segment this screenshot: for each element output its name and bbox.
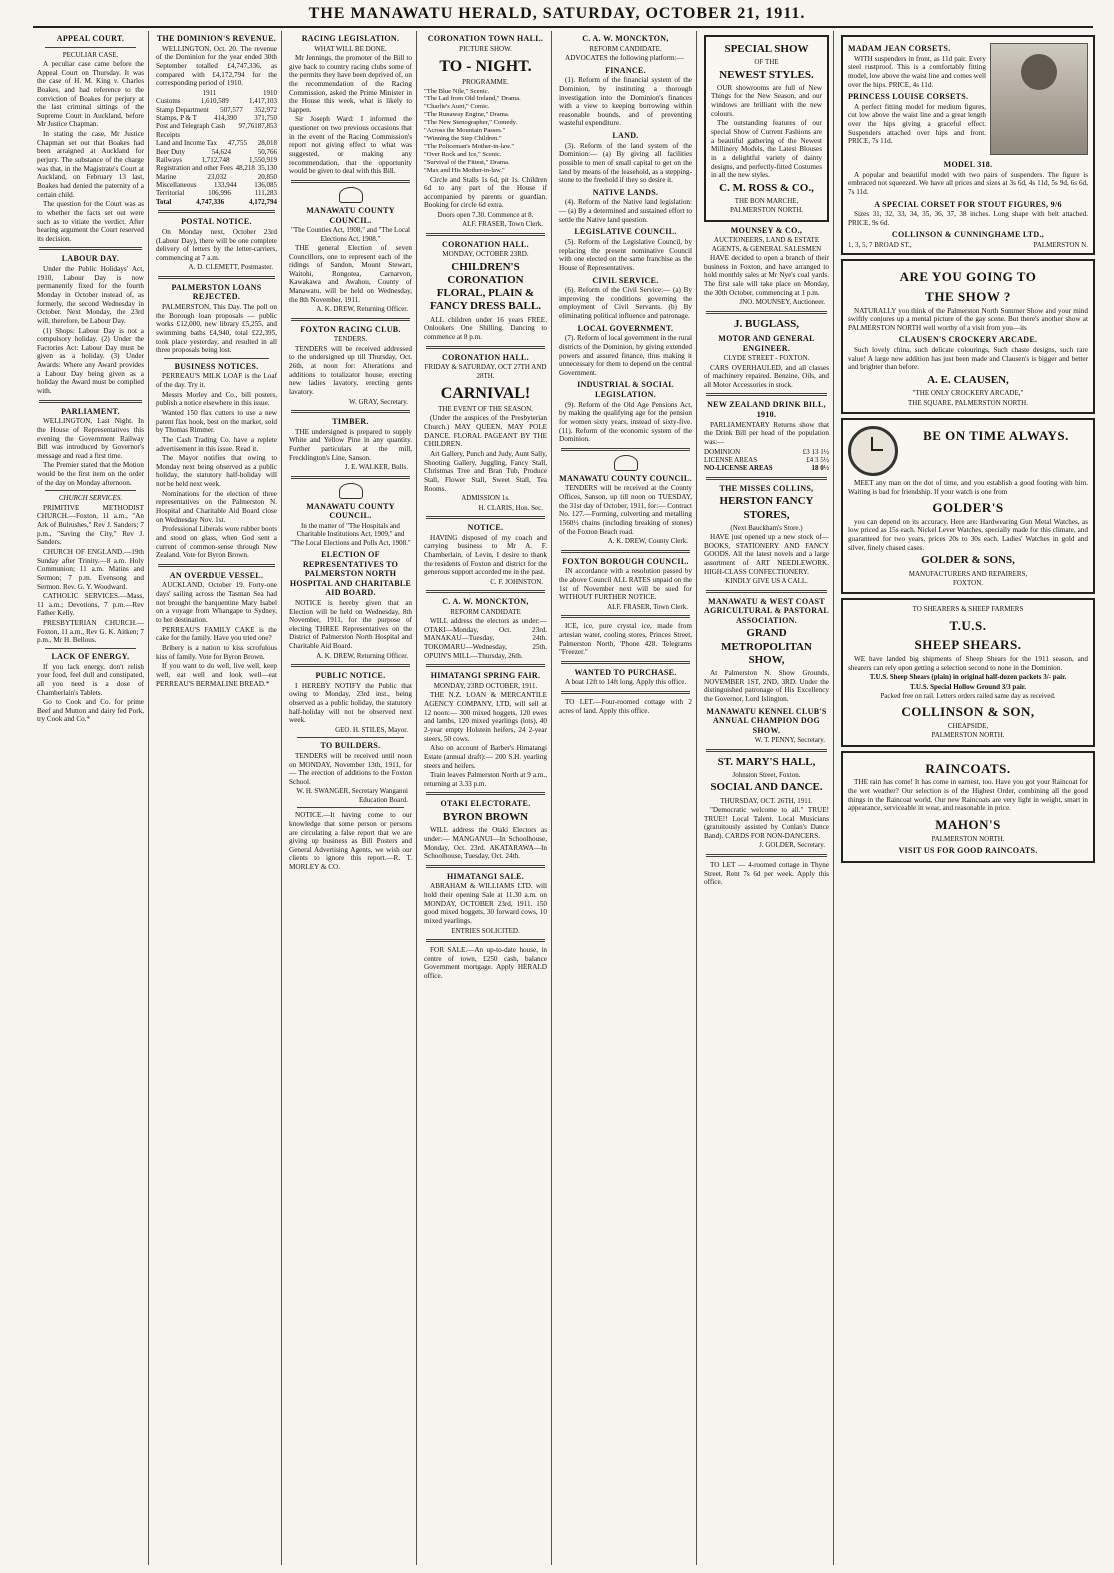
overdue-vessel-heading: AN OVERDUE VESSEL. (169, 570, 264, 580)
raincoats-advert (841, 751, 1095, 863)
collins-store: HERSTON FANCY STORES, (719, 495, 814, 521)
article-paragraph: TO LET — 4-roomed cottage in Thyne Street. Rent 7s 6d per week. Apply this office. (704, 860, 829, 887)
divider (39, 400, 142, 403)
platform-section-heading: LAND. (612, 131, 639, 141)
crest-icon (339, 187, 363, 203)
article-paragraph: HAVE just opened up a new stock of— BOOKS, STATIONERY AND FANCY GOODS. All the latest novels and a large assortment of ART NEEDLEWORK. HIGH-CLASS CONFECTIONERY. (704, 533, 829, 576)
table-row: Post and Telegraph Cash Receipts 97,761 87,853 (156, 122, 277, 139)
divider (561, 691, 690, 694)
article-paragraph: PRESBYTERIAN CHURCH.—Foxton, 11 a.m., Rev G. K. Aitken; 7 p.m., Mr H. Bellous. (37, 619, 144, 645)
article-paragraph: TENDERS will be received until noon on MONDAY, November 13th, 1911, for— The erection of additions to the Foxton School. (289, 751, 412, 786)
signature: J. GOLDER, Secretary. (759, 841, 825, 850)
collinson-son-street: CHEAPSIDE, (947, 722, 989, 730)
signature: A. K. DREW, Returning Officer. (316, 651, 408, 660)
article-paragraph: NATURALLY you think of the Palmerston North Summer Show and your mind swiftly conjures up a mental picture of the gay scene. But there's another show at PALMERSTON NORTH well worthy of a visit from you—its (848, 306, 1088, 332)
drink-bill-heading: NEW ZEALAND DRINK BILL, 1910. (707, 400, 826, 420)
princess-louise-heading: PRINCESS LOUISE CORSETS. (848, 92, 969, 102)
article-paragraph: (Under the auspices of the Presbyterian Church.) MAY QUEEN, MAY POLE DANCE. FLORAL PAGEANT BY THE CHILDREN. (424, 414, 547, 449)
article-paragraph: PALMERSTON, This Day. The poll on the Borough loan proposals — public works £12,000, new library £5,255, and swimming baths £4,940, total £22,395, took place yesterday, and resulted in all three proposals being lost. (156, 303, 277, 355)
picture-show-subheading: PICTURE SHOW. (459, 44, 512, 53)
article-paragraph: Messrs Morley and Co., bill posters, publish a notice elsewhere in this issue. (156, 390, 277, 408)
divider (706, 311, 827, 314)
collins-call: KINDLY GIVE US A CALL. (725, 577, 808, 586)
town-hall-heading: CORONATION TOWN HALL. (427, 34, 544, 43)
divider (291, 476, 410, 479)
list-item: "The Blue Nile," Scenic. (424, 87, 490, 95)
signature: GEO. H. STILES, Mayor. (335, 725, 408, 734)
divider (426, 664, 545, 667)
article-paragraph: If you lack energy, don't relish your food, feel dull and constipated, all you need is a dose of Chamberlain's Tablets. (37, 662, 144, 697)
mounsey-heading: MOUNSEY & CO., (730, 225, 803, 235)
table-row: Miscellaneous 133,944 136,085 (156, 181, 277, 190)
signature: ALF. FRASER, Town Clerk. (462, 220, 543, 229)
article-paragraph: The outstanding features of our special Show of Current Fashions are a beautiful gathering of the Newest Millinery Models, the Latest Blouses in a delightful variety of dainty designs, and perfectly-fitted Costumes in all the new styles. (711, 119, 822, 180)
article-paragraph: (6). Reform of the Civil Service:— (a) By improving the conditions governing the employment of Civil Servants. (b) By eliminating political influence and patronage. (559, 286, 692, 321)
collinson-cunninghame-name: COLLINSON & CUNNINGHAME LTD., (891, 230, 1045, 240)
stout-corset-heading: A SPECIAL CORSET FOR STOUT FIGURES, 9/6 (874, 199, 1062, 209)
article-paragraph: WELLINGTON, Last Night. In the House of Representatives this evening the Government Railway Bill was introduced by Governor's message and read a first time. (37, 417, 144, 460)
signature: W. H. SWANGER, Secretary Wanganui Education Board. (296, 787, 408, 804)
divider (297, 737, 404, 738)
doors-open: Doors open 7.30. Commence at 8. (437, 211, 534, 220)
moncton-heading: C. A. W. MONCKTON, (582, 34, 669, 43)
tonight-banner: TO - NIGHT. (439, 57, 532, 75)
list-item: "The Lad from Old Ireland," Drama. (424, 95, 521, 103)
racing-legislation-heading: RACING LEGISLATION. (301, 34, 400, 43)
divider (158, 564, 275, 567)
column-6 (700, 31, 834, 1565)
ross-advert (704, 35, 829, 222)
public-notice-heading: PUBLIC NOTICE. (315, 671, 386, 681)
column-4 (420, 31, 552, 1565)
article-paragraph: AUCKLAND, October 19. Forty-one days' sailing across the Tasman Sea had not brought the barquentine Mary Isabel on a voyage from Whangape to Sydney, to her destination. (156, 581, 277, 625)
article-paragraph: (4). Reform of the Native land legislation:— (a) By a determined and sustained effort to settle the Native land question. (559, 198, 692, 224)
article-paragraph: WILL address the electors as under:— OTAKI—Monday, Oct. 23rd. MANAKAU—Tuesday, 24th. TOKOMARU—Wednesday, 25th. OPUIN'S MILL—Thursday, 26th. (424, 617, 547, 660)
church-services-heading: CHURCH SERVICES. (58, 494, 123, 503)
collins-heading: THE MISSES COLLINS, (719, 483, 814, 493)
divider (158, 210, 275, 213)
divider (164, 358, 269, 359)
shearers-heading: TO SHEARERS & SHEEP FARMERS (912, 605, 1024, 614)
article-paragraph: A popular and beautiful model with two pairs of suspenders. The figure is embraced not squeezed. We have all prices and sizes at 3s 6d, 4s 11d, 5s 9d, 6s 6d, 7s 11d. (848, 170, 1088, 196)
event-date: MONDAY, OCTOBER 23RD. (442, 250, 529, 259)
article-paragraph: Under the Public Holidays' Act, 1910, Labour Day is now permanently fixed for the fourth Monday in October instead of, as formerly, the second Wednesday in October. Next Monday, the 23rd will, therefore, be Labour Day. (37, 265, 144, 325)
article-paragraph: FOR SALE.—An up-to-date house, in centre of town, £250 cash, balance Government mortgage. Apply HERALD office. (424, 945, 547, 980)
article-paragraph: WE have landed big shipments of Sheep Shears for the 1911 season, and shearers can rely upon getting a selection second to none in the Dominion. (848, 654, 1088, 672)
list-item: "Max and His Mother-in-law." (424, 166, 505, 174)
divider (45, 490, 136, 491)
reform-candidate-subheading: REFORM CANDIDATE. (589, 44, 662, 53)
model-heading: MODEL 318. (943, 160, 993, 169)
article-paragraph: On Monday next, October 23rd (Labour Day), there will be one complete delivery of letters by the letter-carriers, commencing at 7 a.m. (156, 227, 277, 262)
election-heading: ELECTION OF REPRESENTATIVES TO PALMERSTON NORTH HOSPITAL AND CHARITABLE AID BOARD. (289, 549, 412, 598)
divider (291, 410, 410, 413)
appeal-court-heading: APPEAL COURT. (56, 34, 125, 43)
divider (561, 661, 690, 664)
show-association-heading: MANAWATU & WEST COAST AGRICULTURAL & PASTORAL ASSOCIATION. (704, 596, 829, 625)
article-paragraph: If you want to do well, live well, keep well, eat well and look well—eat PERREAU'S BERMALINE BREAD.* (156, 662, 277, 688)
article-paragraph: TO LET.—Four-roomed cottage with 2 acres of land. Apply this office. (559, 698, 692, 715)
business-notices-heading: BUSINESS NOTICES. (174, 361, 259, 371)
buglass-address: CLYDE STREET - FOXTON. (723, 354, 810, 363)
buglass-heading: J. BUGLASS, (733, 317, 800, 330)
collinson-address: 1, 3, 5, 7 BROAD ST., PALMERSTON N. (848, 240, 1088, 249)
column-2 (152, 31, 282, 1565)
corsets-advert (841, 35, 1095, 255)
divider (291, 318, 410, 321)
article-paragraph: Such lovely china, such delicate colourings, Such chaste designs, such rare value! A large new addition has just been made and Clausen's is bigger and better and brighter than before. (848, 346, 1088, 372)
article-paragraph: (7). Reform of local government in the rural districts of the Dominion, by giving extended powers and assured finance, thus making it unnecessary for them to depend on the central Government. (559, 334, 692, 377)
article-paragraph: PERREAU'S FAMILY CAKE is the cake for the family. Have you tried one? (156, 625, 277, 643)
article-paragraph: you can depend on its accuracy. Here are: Hardwearing Gun Metal Watches, as low priced as 15s each. Nickel Lever Watches, specially made for this climate, and guaranteed for two years, prices 20s to 30s each. Ladies' Watches in gold and silver, finely chased cases. (848, 517, 1088, 552)
signature: A. K. DREW, Returning Officer. (316, 305, 408, 314)
corset-illustration (990, 43, 1088, 155)
list-item: "The New Stenographer," Comedy. (424, 119, 518, 127)
list-item: "Winning the Step Children." (424, 135, 502, 142)
article-paragraph: Art Gallery, Punch and Judy, Aunt Sally, Shooting Gallery, Juggling, Fancy Stall, Christmas Tree and Bran Tub, Produce Stall, Flower Stall, Sweet Stall, Tea Rooms. (424, 450, 547, 493)
article-paragraph: CATHOLIC SERVICES.—Mass, 11 a.m.; Devotions, 7 p.m.—Rev Father Kelly. (37, 592, 144, 618)
platform-section-heading: INDUSTRIAL & SOCIAL LEGISLATION. (577, 380, 674, 400)
mahons-name: MAHON'S (935, 816, 1001, 832)
list-item: "Charlie's Aunt," Comic. (424, 103, 490, 111)
otaki-electorate-heading: OTAKI ELECTORATE. (440, 799, 531, 809)
article-paragraph: A peculiar case came before the Appeal Court on Thursday. It was the case of H. M. King v. Charles Boakes, and had reference to the conviction of Boakes for perjury at the last criminal sittings of the Supreme Court in Auckland, before Mr Justice Chapman. (37, 59, 144, 129)
clausen-name: A. E. CLAUSEN, (927, 374, 1009, 386)
ross-heading-of: OF THE (754, 58, 779, 67)
article-paragraph: Mr Jennings, the promoter of the Bill to give back to country racing clubs some of the permits they have been deprived of, on the recommendation of the Racing Commission, asked the Prime Minister in the House this week, what is likely to happen. (289, 53, 412, 114)
article-paragraph: In stating the case, Mr Justice Chapman set out that Boakes had been arraigned at Auckland for perjury. The substance of the charge was that, in the Magistrate's Court at Auckland, on February 13 last, Boakes had denied the paternity of a certain child. (37, 130, 144, 199)
grand-show-title: GRAND METROPOLITAN SHOW, (721, 627, 812, 666)
collinson-son-place: PALMERSTON NORTH. (931, 731, 1005, 740)
platform-section-heading: FINANCE. (605, 65, 646, 75)
collinson-son-name: COLLINSON & SON, (901, 704, 1035, 720)
table-row: DOMINION £3 13 1½ (704, 447, 829, 456)
platform-section-heading: LEGISLATIVE COUNCIL. (574, 227, 677, 237)
table-row: LICENSE AREAS £4 3 5½ (704, 455, 829, 464)
shears-shipping: Packed free on rail. Letters orders railed same day as received. (880, 692, 1056, 701)
article-paragraph: The Premier stated that the Motion would be the first item on the order of the day on Monday afternoon. (37, 461, 144, 487)
appeal-court-subheading: PECULIAR CASE. (62, 50, 119, 59)
shears-price-plain: T.U.S. Sheep Shears (plain) in original half-dozen packets 3/- pair. (869, 673, 1067, 682)
article-paragraph: At Palmerston N. Show Grounds, NOVEMBER 1ST, 2ND, 3RD. Under the distinguished patronage of His Excellency the Governor, Lord Islington. (704, 669, 829, 703)
article-paragraph: TENDERS will be received addressed to the undersigned up till Thursday, Oct. 26th, at noon for: Alterations and additions to totalizator house, erecting new ladies lavatory, erecting gents lavatory. (289, 344, 412, 396)
crockery-arcade-title: CLAUSEN'S CROCKERY ARCADE. (898, 335, 1038, 345)
divider (426, 346, 545, 349)
article-paragraph: THE undersigned is prepared to supply White and Yellow Pine in any quantity. Further particulars at the mill, Frecklington's Line, Sanson. (289, 427, 412, 462)
coronation-hall-heading: CORONATION HALL. (442, 352, 529, 362)
table-row: Registration and other Fees 48,218 35,130 (156, 164, 277, 173)
article-paragraph: The Cash Trading Co. have a replete advertisement in this issue. Read it. (156, 435, 277, 453)
golder-sons-name: GOLDER & SONS, (921, 554, 1015, 567)
article-paragraph: PRIMITIVE METHODIST CHURCH.—Foxton, 11 a.m., "An Ark of Bulrushes," Rev J. Sanders; 7 p.m., "Saving the City," Rev J. Sanders. (37, 503, 144, 547)
article-paragraph: CHURCH OF ENGLAND.—19th Sunday after Trinity.—8 a.m. Holy Communion; 11 a.m. Matins and Sermon; 7 p.m. Evensong and Sermon. Rev. G. Y. Woodward. (37, 547, 144, 591)
column-3 (285, 31, 417, 1565)
article-paragraph: ABRAHAM & WILLIAMS LTD. will hold their opening Sale at 11.30 a.m. on MONDAY, OCTOBER 23rd, 1911. 150 good mixed hoggets, 30 forward cows, 10 mixed yearlings. (424, 882, 547, 925)
article-paragraph: ADVOCATES the following platform:— (565, 53, 684, 62)
signature: C. F. JOHNSTON. (490, 577, 543, 586)
signature: H. CLARIS, Hon. Sec. (478, 503, 543, 512)
article-paragraph: (1). Reform of the financial system of the Dominion, by instituting a thorough investigation into the Dominion's finances with a view to keeping borrowing within reasonable bounds, and of preventing wasteful expenditure. (559, 76, 692, 128)
sheep-shears-title: SHEEP SHEARS. (914, 637, 1022, 653)
platform-section-heading: CIVIL SERVICE. (592, 275, 659, 285)
article-paragraph: OUR showrooms are full of New Things for the New Season, and our windows are brilliant with the new colours. (711, 83, 822, 118)
buglass-subheading: MOTOR AND GENERAL ENGINEER. (718, 333, 815, 353)
table-row: Land and Income Tax 47,755 28,018 (156, 139, 277, 148)
article-paragraph: (9). Reform of the Old Age Pensions Act, by making the qualifying age for the pension for women sixty years, instead of sixty-five. (11). Reform of the economic system of the Dominion. (559, 400, 692, 444)
signature: W. T. PENNY, Secretary. (754, 736, 825, 745)
list-item: "Over Rock and Ice," Scenic. (424, 150, 502, 158)
divider (561, 615, 690, 618)
county-council-subheading: In the matter of "The Hospitals and Charitable Institutions Act, 1909," and "The Local Elections and Polls Act, 1908." (290, 521, 411, 547)
platform-section-heading: NATIVE LANDS. (592, 187, 659, 197)
article-paragraph: A boat 12ft to 14ft long. Apply this office. (565, 678, 687, 687)
divider (706, 477, 827, 480)
article-paragraph: THE rain has come! It has come in earnest, too. Have you got your Raincoat for the wet weather? Our selection is of the Highest Order, combining all the good things in the Raincoat world. Our new Raincoats are very light in weight, smart in appearance, serviceable in wear, and reasonable in price. (848, 778, 1088, 813)
postal-notice-heading: POSTAL NOTICE. (181, 217, 252, 227)
signature: ALF. FRASER, Town Clerk. (607, 602, 688, 611)
show-question-heading: ARE YOU GOING TO (899, 269, 1037, 285)
st-marys-heading: ST. MARY'S HALL, (717, 755, 816, 768)
clausen-address: THE SQUARE, PALMERSTON NORTH. (908, 398, 1028, 407)
mounsey-subheading: AUCTIONEERS, LAND & ESTATE AGENTS, & GENERAL SALESMEN (711, 236, 822, 253)
divider (45, 47, 136, 48)
fancy-dress-ball-title: CHILDREN'S CORONATION FLORAL, PLAIN & FANCY DRESS BALL. (430, 260, 541, 313)
divider (39, 247, 142, 250)
revenue-heading: THE DOMINION'S REVENUE. (156, 34, 277, 43)
labour-day-heading: LABOUR DAY. (61, 254, 120, 264)
article-paragraph: (1) Shops: Labour Day is not a compulsory holiday. (2) Under the Factories Act: Labour Day must be given as a holiday. (3) Under Awards: Where any Award provides a Labour Day being given as a holiday the Award must be complied with. (37, 326, 144, 395)
article-paragraph: PARLIAMENTARY Returns show that the Drink Bill per head of the population was:— (704, 420, 829, 446)
dog-show-heading: MANAWATU KENNEL CLUB'S ANNUAL CHAMPION DOG SHOW. (706, 706, 827, 735)
article-paragraph: TENDERS will be received at the County Offices, Sanson, up till noon on TUESDAY, the 31st day of October, 1911, for:— Contract No. 127.—Forming, culverting and metalling 1560½ chains (including breaking of stones) of the Foxton Beach road. (559, 484, 692, 536)
list-item: "The Runaway Engine," Drama. (424, 111, 510, 119)
clausen-tagline: "THE ONLY CROCKERY ARCADE," (912, 389, 1024, 398)
list-item: "The Policeman's Mother-in-law." (424, 142, 515, 150)
article-paragraph: Professional Liberals wore rubber boots and stood on glass, when God sent a current of common-sense through New Zealand. Vote for Byron Brown. (156, 525, 277, 560)
article-paragraph: Train leaves Palmerston North at 9 a.m., returning at 3.33 p.m. (424, 771, 547, 788)
signature: J. E. WALKER, Bulls. (344, 463, 408, 472)
programme-list (424, 88, 547, 175)
divider (426, 590, 545, 593)
mahons-place: PALMERSTON NORTH. (931, 834, 1005, 843)
sheep-shears-advert (841, 598, 1095, 746)
notice-heading: NOTICE. (467, 523, 504, 533)
article-paragraph: "Democratic welcome to all." TRUE! TRUE!! Local Talent. Local Musicians (gratuitously assisted by Conlan's Dance Band). CARDS FOR NON-DANCERS. (704, 805, 829, 840)
programme-heading: PROGRAMME. (462, 78, 509, 87)
column-7 (837, 31, 1099, 1565)
table-row: Customs 1,610,589 1,417,103 (156, 97, 277, 106)
article-paragraph: Sir Joseph Ward: I informed the questioner on two previous occasions that in the event of the Racing Commission's report not giving effect to what was suggested, or making any recommendation, that the opportunity would be given to deal with this Bill. (289, 115, 412, 176)
article-paragraph: HAVE decided to open a branch of their business in Foxton, and have arranged to hold monthly sales at Mr Nye's coal yards. The first sale will take place on Monday, the 30th October, commencing at 1 p.m. (704, 254, 829, 297)
article-paragraph: HAVING disposed of my coach and carrying business to Mr A. F. Chamberlain, of Levin, I desire to thank the residents of Foxton and district for the generous support accorded me in the past. (424, 533, 547, 577)
divider (706, 393, 827, 396)
article-paragraph: THE N.Z. LOAN & MERCANTILE AGENCY COMPANY, LTD, will sell at 12 noon:— 300 mixed hoggets, 120 ewes and lambs, 120 mixed yearlings (lots), 40 2-year empty Holstein heifers, 24 2-year steers, 50 cows. (424, 691, 547, 743)
be-on-time-heading: BE ON TIME ALWAYS. (923, 427, 1069, 443)
signature: A. D. CLEMETT, Postmaster. (188, 263, 273, 272)
divider (158, 276, 275, 279)
article-paragraph: (3). Reform of the land system of the Dominion:— (a) By giving all facilities possible to men of small capital to get on the land by means of the leasehold, as a stepping-stone to the freehold if they so desire it. (559, 141, 692, 185)
article-paragraph: PERREAU'S MILK LOAF is the Loaf of the day. Try it. (156, 372, 277, 390)
shears-price-hollow: T.U.S. Special Hollow Ground 3/3 pair. (910, 682, 1026, 691)
article-paragraph: NOTICE.—It having come to our knowledge that some person or persons are circulating a false report that we are giving up business as Bill Posters and General Advertising Agents, we wish our clients to ignore this report.—R. T. MORLEY & CO. (289, 811, 412, 872)
ross-place: PALMERSTON NORTH. (729, 206, 804, 215)
moncton-heading: C. A. W. MONCKTON, (442, 597, 529, 607)
divider (426, 233, 545, 236)
article-paragraph: Bribery is a nation to kiss scrofulous kiss of family. Vote for Byron Brown. (156, 643, 277, 661)
borough-council-heading: FOXTON BOROUGH COUNCIL. (562, 556, 689, 566)
racing-subheading: WHAT WILL BE DONE. (314, 44, 387, 53)
byron-brown-title: BYRON BROWN (442, 811, 529, 824)
table-row: NO-LICENSE AREAS 18 0½ (704, 464, 829, 473)
column-1 (33, 31, 149, 1565)
ross-subname: THE BON MARCHE, (734, 197, 799, 205)
carnival-subheading: THE EVENT OF THE SEASON. (438, 405, 533, 414)
timber-heading: TIMBER. (332, 417, 369, 427)
golder-sons-place: FOXTON. (952, 578, 983, 587)
st-marys-address: Johnston Street, Foxton. (732, 770, 801, 779)
divider (706, 749, 827, 752)
article-paragraph: (5). Reform of the Legislative Council, by replacing the present nominative Council with one elected on the same franchise as the House of Representatives. (559, 237, 692, 272)
table-row: Stamp Department 507,577 352,972 (156, 105, 277, 114)
platform-section-heading: LOCAL GOVERNMENT. (577, 323, 674, 333)
tus-title: T.U.S. (949, 617, 987, 633)
article-paragraph: WITH suspenders in front, as 11d pair. Every steel rustproof. This is a comfortably fitting model, low above the waist line and comes well over the hips. PRICE, 4s 11d. (848, 54, 986, 89)
article-paragraph: The Mayor notifies that owing to Monday next being observed as a public holiday, the statutory half-holiday will not be held next week. (156, 454, 277, 489)
divider (706, 590, 827, 593)
clock-icon (848, 426, 898, 476)
crest-icon (614, 455, 638, 471)
table-row: Beer Duty 54,624 50,766 (156, 147, 277, 156)
wanted-heading: WANTED TO PURCHASE. (574, 667, 677, 677)
article-paragraph: CARS OVERHAULED, and all classes of machinery repaired. Benzine, Oils, and all Motor Accessories in stock. (704, 363, 829, 389)
table-row-total: Total 4,747,336 4,172,794 (156, 197, 277, 206)
to-builders-heading: TO BUILDERS. (320, 741, 381, 751)
article-paragraph: NOTICE is hereby given that an Election will be held on Wednesday, 8th November, 1911, for the purpose of electing THREE Representatives on the District of Palmerston North Hospital and Charitable Aid Board. (289, 598, 412, 651)
table-row: Stamps, P & T 414,390 371,750 (156, 113, 277, 122)
divider (561, 448, 690, 451)
divider (291, 180, 410, 183)
article-paragraph: A perfect fitting model for medium figures, cut low above the waist line and a great length over the hips giving a graceful effect. Suspenders attached over hips and front. PRICE, 7s 11d. (848, 102, 986, 146)
article-paragraph: Circle and Stalls 1s 6d, pit 1s. Children 6d to any part of the House if accompanied by parents or guardian. Booking for circle 6d extra. (424, 175, 547, 210)
reform-candidate-subheading: REFORM CANDIDATE (450, 607, 521, 616)
table-row: Railways 1,712,748 1,550,919 (156, 155, 277, 164)
column-5 (555, 31, 697, 1565)
article-paragraph: Sizes 31, 32, 33, 34, 35, 36, 37, 38 inches. Long shape with belt attached. PRICE, 9s 6d. (848, 210, 1088, 227)
foxton-racing-club-heading: FOXTON RACING CLUB. (300, 324, 401, 334)
spring-fair-heading: HIMATANGI SPRING FAIR. (430, 671, 541, 681)
divider (291, 664, 410, 667)
article-paragraph: ICE, ice, pure crystal ice, made from artesian water, cooling stores, Princes Street, Palmerston North, 'Phone 428. Telegrams "Freezer." (559, 622, 692, 657)
event-date: FRIDAY & SATURDAY, OCT 27TH AND 28TH. (424, 363, 547, 380)
event-date: THURSDAY, OCT. 26TH, 1911. (720, 796, 813, 805)
table-row: Territorial 106,996 111,283 (156, 189, 277, 198)
article-paragraph: MEET any man on the dot of time, and you establish a good footing with him. Waiting is bad for friendship. If your watch is one from (848, 478, 1088, 496)
county-council-subheading: "The Counties Act, 1908," and "The Local Elections Act, 1908." (291, 226, 410, 243)
list-item: "Survival of the Fittest," Drama. (424, 158, 510, 166)
article-paragraph: I HEREBY NOTIFY the Public that owing to Monday, 23rd inst., being observed as a public holiday, the statutory half-holiday will not be observed next week. (289, 681, 412, 725)
golders-title: GOLDER'S (932, 500, 1004, 516)
ross-heading: SPECIAL SHOW (724, 43, 809, 55)
divider (561, 550, 690, 553)
article-paragraph: Nominations for the election of three representatives on the Palmerston N. Hospital and Charitable Aid Board close on Wednesday Nov. 1st. (156, 489, 277, 524)
palmerston-loans-heading: PALMERSTON LOANS REJECTED. (171, 282, 262, 302)
madam-jean-heading: MADAM JEAN CORSETS. (848, 44, 951, 53)
raincoats-title: RAINCOATS. (925, 760, 1011, 776)
event-date: MONDAY, 23RD OCTOBER, 1911. (433, 682, 538, 690)
lack-of-energy-heading: LACK OF ENERGY. (51, 652, 130, 661)
social-dance-title: SOCIAL AND DANCE. (710, 781, 823, 794)
entries-solicited: ENTRIES SOLICITED. (451, 926, 520, 935)
article-paragraph: IN accordance with a resolution passed by the above Council ALL RATES unpaid on the 1st of November next will be sued for WITHOUT FURTHER NOTICE. (559, 567, 692, 602)
parliament-heading: PARLIAMENT. (61, 406, 120, 416)
divider (426, 792, 545, 795)
divider (426, 939, 545, 942)
article-paragraph: WELLINGTON, Oct. 20. The revenue of the Dominion for the year ended 30th September totalled £4,747,336, as compared with £4,172,794 for the corresponding period of 1910. (156, 44, 277, 88)
mahons-tagline: VISIT US FOR GOOD RAINCOATS. (898, 845, 1038, 855)
masthead: THE MANAWATU HERALD, SATURDAY, OCTOBER 21, 1911. (308, 5, 806, 22)
county-council-heading: MANAWATU COUNTY COUNCIL. (559, 473, 692, 483)
divider (297, 807, 404, 808)
signature: A. K. DREW, County Clerk. (607, 537, 688, 546)
county-council-heading: MANAWATU COUNTY COUNCIL. (306, 501, 395, 521)
golder-advert (841, 418, 1095, 594)
admission: ADMISSION 1s. (461, 494, 510, 503)
article-paragraph: Also on account of Barber's Himatangi Estate (annual draft):— 200 S.H. yearling steers and heifers. (424, 744, 547, 770)
article-paragraph: WILL address the Otaki Electors as under:— MANGANUI—In Schoolhouse, Monday, Oct. 23rd. AKATARAWA—In Schoolhouse, Tuesday, Oct. 24th. (424, 826, 547, 861)
article-paragraph: ALL children under 16 years FREE. Onlookers One Shilling. Dancing to commence at 8 p.m. (424, 315, 547, 341)
article-paragraph: THE general Election of seven Councillors, one to represent each of the ridings of Sandon, Mount Stewart, Waitohi, Rongotea, Carnarvon, Kawakawa and Awahou, County of Manawatu, will be held on Wednesday, the 8th November, 1911. (289, 243, 412, 304)
table-row: Marine 23,032 20,850 (156, 172, 277, 181)
ross-name: C. M. ROSS & CO., (719, 181, 814, 194)
golder-sons-sub: MANUFACTURERS AND REPAIRERS, (908, 569, 1028, 578)
show-question-heading-2: THE SHOW ? (925, 288, 1011, 304)
article-paragraph: The question for the Court was as to whether the facts set out were such as to vitiate the verdict. After hearing argument the Court reserved its decision. (37, 200, 144, 243)
article-paragraph: Wanted 150 flax cutters to use a new patent flax hook, best on the market, sold by Thomas Rimmer. (156, 409, 277, 435)
divider (706, 854, 827, 857)
ross-heading-styles: NEWEST STYLES. (719, 68, 814, 81)
revenue-table-header: 1911 1910 (202, 88, 277, 97)
signature: JNO. MOUNSEY, Auctioneer. (739, 298, 825, 307)
masthead-rule (33, 26, 1093, 28)
carnival-banner: CARNIVAL! (440, 384, 531, 402)
divider (426, 865, 545, 868)
signature: W. GRAY, Secretary. (349, 397, 408, 406)
article-paragraph: Go to Cook and Co. for prime Beef and Mutton and dairy fed Pork, try Cook and Co.* (37, 698, 144, 724)
divider (426, 516, 545, 519)
divider (45, 648, 136, 649)
crest-icon (339, 483, 363, 499)
coronation-hall-heading: CORONATION HALL. (442, 239, 529, 249)
tenders-subheading: TENDERS. (333, 335, 368, 344)
revenue-table (156, 97, 277, 206)
himatangi-sale-heading: HIMATANGI SALE. (446, 871, 525, 881)
clausen-advert (841, 259, 1095, 414)
county-council-heading: MANAWATU COUNTY COUNCIL. (306, 205, 395, 225)
list-item: "Across the Mountain Passes." (424, 127, 506, 135)
collins-location: (Next Bauckham's Store.) (730, 523, 803, 532)
